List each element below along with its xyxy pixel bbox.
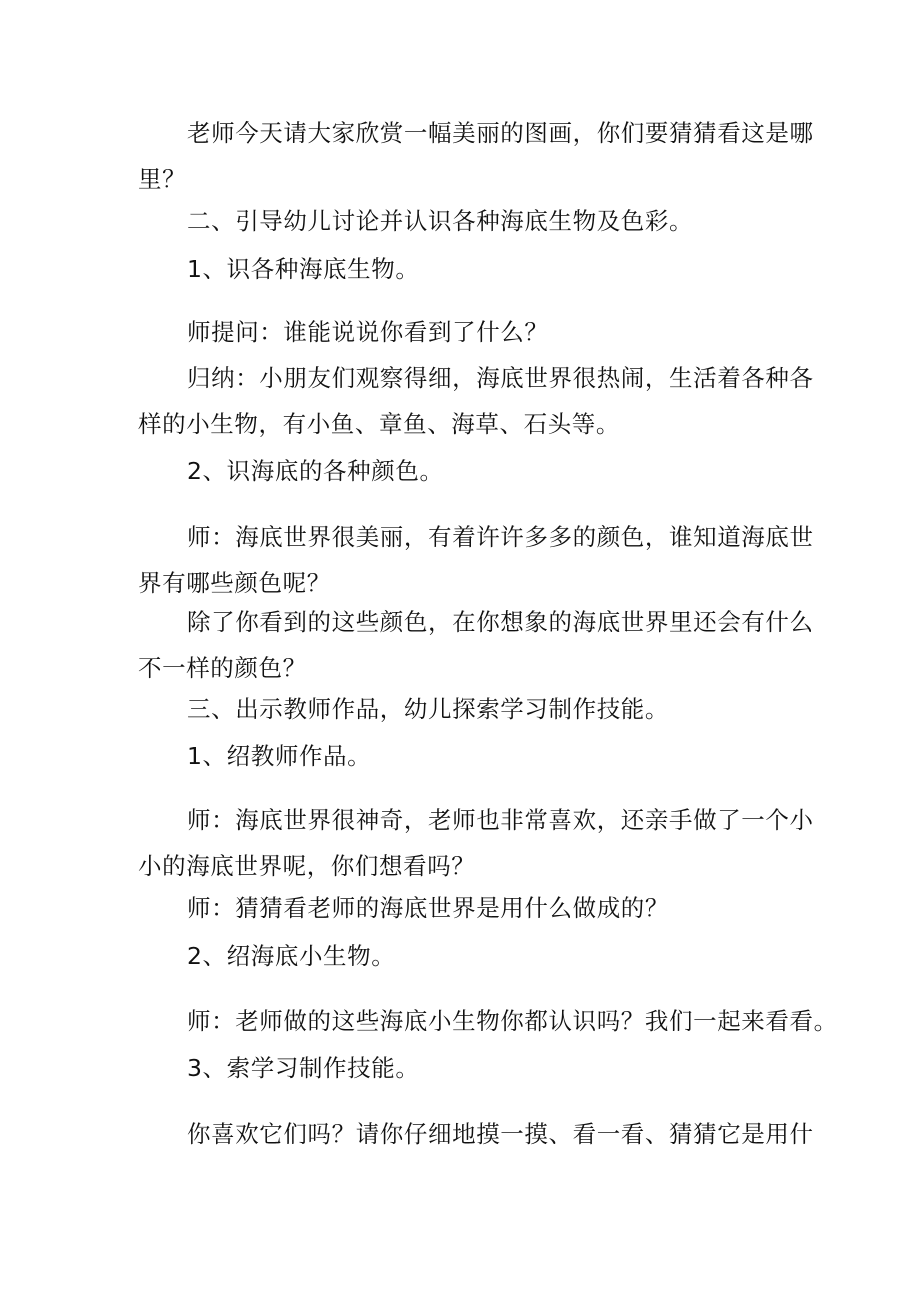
text-line: 师提问：谁能说说你看到了什么？: [187, 318, 549, 346]
text-line: 你喜欢它们吗？请你仔细地摸一摸、看一看、猜猜它是用什: [187, 1120, 814, 1148]
paragraph: [138, 599, 814, 691]
text-line: 1、识各种海底生物。: [187, 255, 420, 283]
paragraph: [138, 309, 798, 355]
text-line: 师：猜猜看老师的海底世界是用什么做成的？: [187, 894, 669, 922]
paragraph: [138, 1111, 814, 1157]
paragraph: [138, 998, 838, 1044]
text-line: 里？: [138, 165, 187, 193]
subsection-heading: [138, 933, 798, 979]
text-line: 3、索学习制作技能。: [187, 1054, 420, 1082]
text-line: 除了你看到的这些颜色，在你想象的海底世界里还会有什么: [187, 608, 814, 636]
subsection-heading: [138, 246, 798, 292]
section-heading: [138, 198, 798, 244]
paragraph: [138, 797, 814, 889]
subsection-heading: [138, 448, 798, 494]
text-line: 老师今天请大家欣赏一幅美丽的图画，你们要猜猜看这是哪: [187, 119, 814, 147]
paragraph: [138, 514, 814, 606]
text-line: 不一样的颜色？: [138, 654, 307, 682]
text-line: 师：海底世界很神奇，老师也非常喜欢，还亲手做了一个小: [187, 806, 814, 834]
text-line: 样的小生物，有小鱼、章鱼、海草、石头等。: [138, 410, 620, 438]
subsection-heading: [138, 1045, 798, 1091]
text-line: 二、引导幼儿讨论并认识各种海底生物及色彩。: [187, 207, 694, 235]
text-line: 小的海底世界呢，你们想看吗？: [138, 852, 476, 880]
text-line: 师：老师做的这些海底小生物你都认识吗？我们一起来看看。: [187, 1007, 838, 1035]
text-line: 1、绍教师作品。: [187, 742, 372, 770]
paragraph: [138, 885, 798, 931]
section-heading: [138, 686, 798, 732]
paragraph: [138, 110, 814, 202]
subsection-heading: [138, 733, 798, 779]
text-line: 2、识海底的各种颜色。: [187, 457, 444, 485]
text-line: 师：海底世界很美丽，有着许许多多的颜色，谁知道海底世: [187, 523, 814, 551]
text-line: 2、绍海底小生物。: [187, 942, 396, 970]
text-line: 三、出示教师作品，幼儿探索学习制作技能。: [187, 695, 669, 723]
text-line: 归纳：小朋友们观察得细，海底世界很热闹，生活着各种各: [187, 364, 814, 392]
text-line: 界有哪些颜色呢？: [138, 569, 331, 597]
paragraph: [138, 355, 814, 447]
